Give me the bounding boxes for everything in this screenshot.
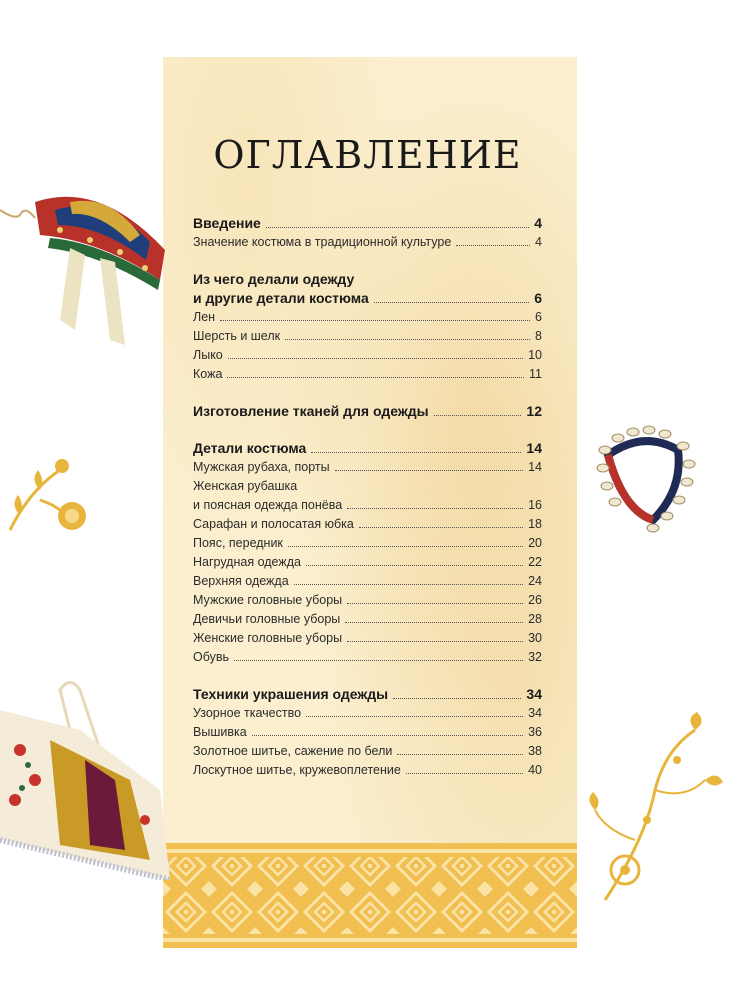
toc-entry-tech[interactable] (193, 685, 542, 704)
toc-page-number: 18 (528, 517, 542, 531)
toc-entry-zhen-gol[interactable] (193, 629, 542, 648)
toc-entry-label: Изготовление тканей для одежды (193, 403, 429, 419)
dot-leader (306, 715, 523, 717)
dot-leader (234, 659, 523, 661)
dot-leader (335, 469, 523, 471)
toc-page-number: 34 (528, 706, 542, 720)
toc-entry-loskut[interactable] (193, 761, 542, 780)
toc-entry-label: Лен (193, 310, 216, 324)
toc-page-number: 22 (528, 555, 542, 569)
toc-entry-label: Лыко (193, 348, 223, 362)
toc-entry-len[interactable] (193, 308, 542, 327)
toc-page-number: 6 (535, 310, 542, 324)
dot-leader (434, 414, 522, 416)
toc-entry-label: Лоскутное шитье, кружевоплетение (193, 763, 401, 777)
toc-page-number: 10 (528, 348, 542, 362)
toc-entry-sarafan[interactable] (193, 515, 542, 534)
toc-page-number: 32 (528, 650, 542, 664)
toc-page-number: 28 (528, 612, 542, 626)
toc-page-number: 4 (534, 215, 542, 231)
dot-leader (228, 357, 523, 359)
dot-leader (311, 451, 521, 453)
toc-entry-vyshivka[interactable] (193, 723, 542, 742)
toc-entry-poyas[interactable] (193, 534, 542, 553)
toc-entry-label: Вышивка (193, 725, 247, 739)
dot-leader (347, 507, 523, 509)
toc-entry-label: Мужская рубаха, порты (193, 460, 330, 474)
dot-leader (347, 640, 523, 642)
toc-page-number: 40 (528, 763, 542, 777)
ornamental-band (163, 843, 577, 948)
toc-entry-label: Мужские головные уборы (193, 593, 343, 607)
dot-leader (252, 734, 523, 736)
toc-entry-label: Введение (193, 215, 261, 231)
toc-entry-label: Сарафан и полосатая юбка (193, 517, 354, 531)
dot-leader (227, 376, 524, 378)
toc-entry-materials[interactable] (193, 289, 542, 308)
toc-entry-label: Кожа (193, 367, 223, 381)
toc-page-number: 8 (535, 329, 542, 343)
dot-leader (294, 583, 523, 585)
toc-entry-intro-sub[interactable] (193, 233, 542, 252)
toc-entry-lyko[interactable] (193, 346, 542, 365)
toc-page-number: 14 (526, 440, 542, 456)
dot-leader (456, 244, 530, 246)
dot-leader (347, 602, 523, 604)
toc-page-number: 34 (526, 686, 542, 702)
toc-entry-rubashka-line1[interactable]: Женская рубашка (193, 479, 298, 493)
dot-leader (393, 697, 521, 699)
dot-leader (220, 319, 530, 321)
toc-page-number: 20 (528, 536, 542, 550)
table-of-contents (193, 214, 542, 780)
toc-entry-obuv[interactable] (193, 648, 542, 667)
toc-entry-label: Женские головные уборы (193, 631, 343, 645)
toc-entry-label: и другие детали костюма (193, 290, 369, 306)
toc-entry-dev-gol[interactable] (193, 610, 542, 629)
toc-entry-label: Нагрудная одежда (193, 555, 301, 569)
toc-page-number: 11 (529, 367, 542, 381)
toc-entry-muzh-gol[interactable] (193, 591, 542, 610)
dot-leader (374, 301, 529, 303)
toc-page-number: 4 (535, 235, 542, 249)
toc-entry-details[interactable] (193, 439, 542, 458)
toc-entry-nagrud[interactable] (193, 553, 542, 572)
toc-page-number: 14 (528, 460, 542, 474)
toc-entry-fabrics[interactable] (193, 402, 542, 421)
toc-entry-label: Верхняя одежда (193, 574, 289, 588)
dot-leader (345, 621, 523, 623)
dot-leader (406, 772, 523, 774)
toc-entry-intro[interactable] (193, 214, 542, 233)
toc-entry-label: Значение костюма в традиционной культуре (193, 235, 452, 249)
toc-entry-label: Шерсть и шелк (193, 329, 281, 343)
toc-entry-rubashka[interactable] (193, 496, 542, 515)
dot-leader (285, 338, 530, 340)
toc-page-number: 30 (528, 631, 542, 645)
embroidered-garment-icon (0, 670, 170, 880)
toc-page-number: 24 (528, 574, 542, 588)
toc-entry-label: Детали костюма (193, 440, 307, 456)
toc-entry-label: Девичьи головные уборы (193, 612, 341, 626)
floral-branch-icon (585, 710, 735, 910)
toc-entry-label: Техники украшения одежды (193, 686, 389, 702)
toc-entry-kozha[interactable] (193, 365, 542, 384)
dot-leader (288, 545, 523, 547)
toc-entry-label: и поясная одежда понёва (193, 498, 343, 512)
toc-page-number: 6 (534, 290, 542, 306)
toc-entry-label: Пояс, передник (193, 536, 283, 550)
dot-leader (306, 564, 523, 566)
dot-leader (359, 526, 523, 528)
shell-necklace-icon (583, 420, 703, 540)
page-title: ОГЛАВЛЕНИЕ (213, 133, 522, 177)
dot-leader (266, 226, 529, 228)
kokoshnik-headdress-icon (0, 180, 175, 360)
toc-page-number: 12 (526, 403, 542, 419)
toc-entry-zoloto[interactable] (193, 742, 542, 761)
toc-entry-materials-line1[interactable]: Из чего делали одежду (193, 271, 355, 287)
dot-leader (397, 753, 523, 755)
toc-page-number: 36 (528, 725, 542, 739)
ornament-pattern-icon (163, 843, 577, 948)
toc-entry-verhn[interactable] (193, 572, 542, 591)
toc-entry-wool[interactable] (193, 327, 542, 346)
toc-entry-label: Узорное ткачество (193, 706, 302, 720)
toc-page-number: 38 (528, 744, 542, 758)
floral-ornament-icon (0, 450, 100, 540)
toc-entry-label: Золотное шитье, сажение по бели (193, 744, 393, 758)
toc-entry-label: Обувь (193, 650, 230, 664)
toc-entry-rubaha[interactable] (193, 458, 542, 477)
toc-page-number: 16 (528, 498, 542, 512)
toc-entry-uzor[interactable] (193, 704, 542, 723)
toc-page-number: 26 (528, 593, 542, 607)
